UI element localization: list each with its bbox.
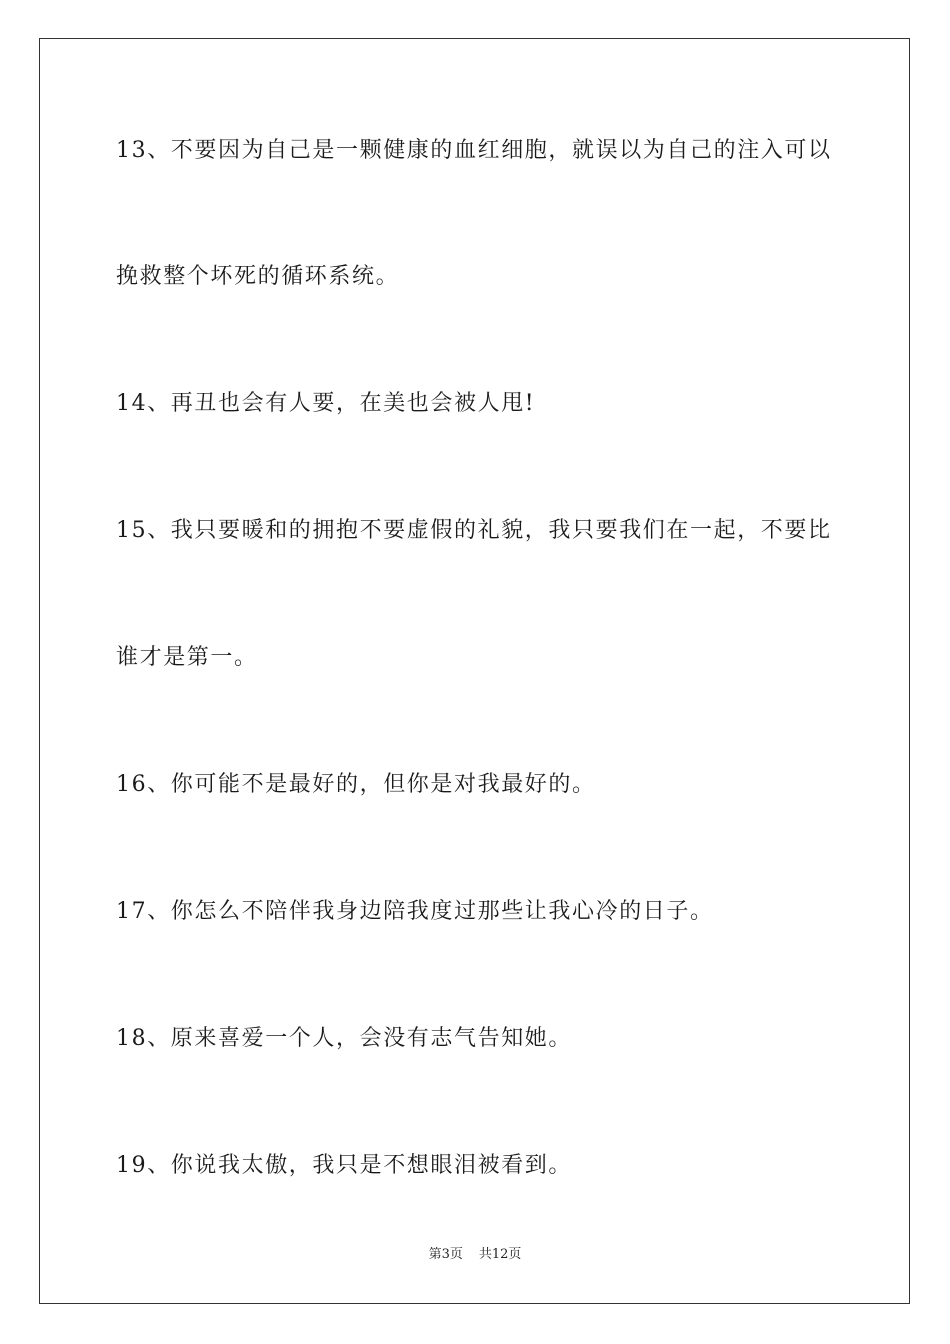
text-line-15a: 15、我只要暖和的拥抱不要虚假的礼貌，我只要我们在一起，不要比	[116, 518, 832, 543]
page-number: 第3页	[428, 1247, 463, 1262]
text-line-14: 14、再丑也会有人要，在美也会被人甩!	[116, 391, 536, 416]
page-footer	[0, 1246, 950, 1264]
text-line-15b: 谁才是第一。	[116, 645, 258, 670]
text-line-16: 16、你可能不是最好的，但你是对我最好的。	[116, 772, 596, 797]
text-line-17: 17、你怎么不陪伴我身边陪我度过那些让我心冷的日子。	[116, 899, 714, 924]
text-line-13b: 挽救整个坏死的循环系统。	[116, 264, 400, 289]
page-total: 共12页	[478, 1247, 522, 1262]
text-line-19: 19、你说我太傲，我只是不想眼泪被看到。	[116, 1153, 572, 1178]
text-line-18: 18、原来喜爱一个人，会没有志气告知她。	[116, 1026, 572, 1051]
text-line-13a: 13、不要因为自己是一颗健康的血红细胞，就误以为自己的注入可以	[116, 138, 832, 163]
